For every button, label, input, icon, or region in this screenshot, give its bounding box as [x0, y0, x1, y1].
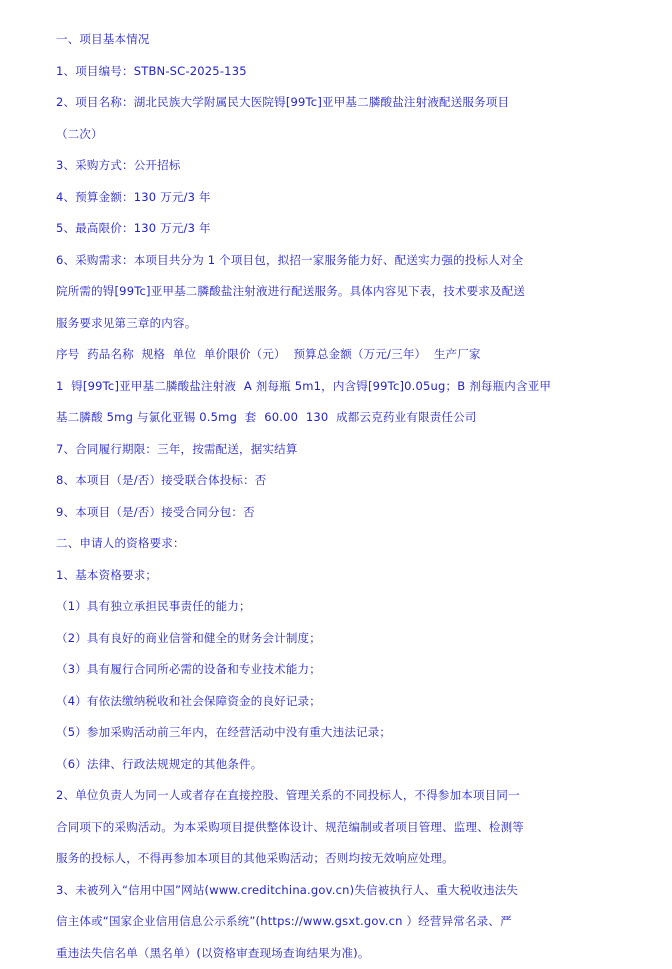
table-row: 基二膦酸 5mg 与氯化亚锡 0.5mg 套 60.00 130 成都云克药业有限责任公司	[56, 402, 632, 434]
paragraph-related-party-3: 服务的投标人，不得再参加本项目的其他采购活动；否则均按无效响应处理。	[56, 843, 632, 875]
paragraph-qual-2: （2）具有良好的商业信誉和健全的财务会计制度；	[56, 623, 632, 655]
paragraph-subcontract: 9、本项目（是/否）接受合同分包：否	[56, 497, 632, 529]
paragraph-requirement-2: 院所需的锝[99Tc]亚甲基二膦酸盐注射液进行配送服务。具体内容见下表，技术要求及配送	[56, 276, 632, 308]
paragraph-consortium: 8、本项目（是/否）接受联合体投标：否	[56, 465, 632, 497]
paragraph-qual-5: （5）参加采购活动前三年内，在经营活动中没有重大违法记录；	[56, 717, 632, 749]
paragraph-related-party-1: 2、单位负责人为同一人或者存在直接控股、管理关系的不同投标人，不得参加本项目同一	[56, 780, 632, 812]
paragraph-credit-check-2: 信主体或“国家企业信用信息公示系统”(https://www.gsxt.gov.cn ）经营异常名录、严	[56, 906, 632, 938]
paragraph-requirement-1: 6、采购需求：本项目共分为 1 个项目包，拟招一家服务能力好、配送实力强的投标人对全	[56, 245, 632, 277]
table-header-row: 序号 药品名称 规格 单位 单价限价（元） 预算总金额（万元/三年） 生产厂家	[56, 339, 632, 371]
paragraph-credit-check-3: 重违法失信名单（黑名单）(以资格审查现场查询结果为准)。	[56, 938, 632, 969]
paragraph-qual-4: （4）有依法缴纳税收和社会保障资金的良好记录；	[56, 686, 632, 718]
paragraph-project-number: 1、项目编号：STBN-SC-2025-135	[56, 56, 632, 88]
paragraph-credit-check-1: 3、未被列入“信用中国”网站(www.creditchina.gov.cn)失信被执行人、重大税收违法失	[56, 875, 632, 907]
table-row: 1 锝[99Tc]亚甲基二膦酸盐注射液 A 剂每瓶 5m1，内含锝[99Tc]0.05ug；B 剂每瓶内含亚甲	[56, 371, 632, 403]
paragraph-qual-3: （3）具有履行合同所必需的设备和专业技术能力；	[56, 654, 632, 686]
paragraph-qual-1: （1）具有独立承担民事责任的能力；	[56, 591, 632, 623]
paragraph-project-name-cont: （二次）	[56, 119, 632, 151]
paragraph-basic-qualification: 1、基本资格要求；	[56, 560, 632, 592]
document-body	[56, 24, 632, 969]
section-one-title: 一、项目基本情况	[56, 24, 632, 56]
paragraph-contract-term: 7、合同履行期限：三年，按需配送，据实结算	[56, 434, 632, 466]
paragraph-project-name: 2、项目名称：湖北民族大学附属民大医院锝[99Tc]亚甲基二膦酸盐注射液配送服务项目	[56, 87, 632, 119]
paragraph-requirement-3: 服务要求见第三章的内容。	[56, 308, 632, 340]
paragraph-related-party-2: 合同项下的采购活动。为本采购项目提供整体设计、规范编制或者项目管理、监理、检测等	[56, 812, 632, 844]
paragraph-procurement-method: 3、采购方式：公开招标	[56, 150, 632, 182]
section-two-title: 二、申请人的资格要求：	[56, 528, 632, 560]
paragraph-budget-amount: 4、预算金额：130 万元/3 年	[56, 182, 632, 214]
paragraph-qual-6: （6）法律、行政法规规定的其他条件。	[56, 749, 632, 781]
paragraph-max-price: 5、最高限价：130 万元/3 年	[56, 213, 632, 245]
